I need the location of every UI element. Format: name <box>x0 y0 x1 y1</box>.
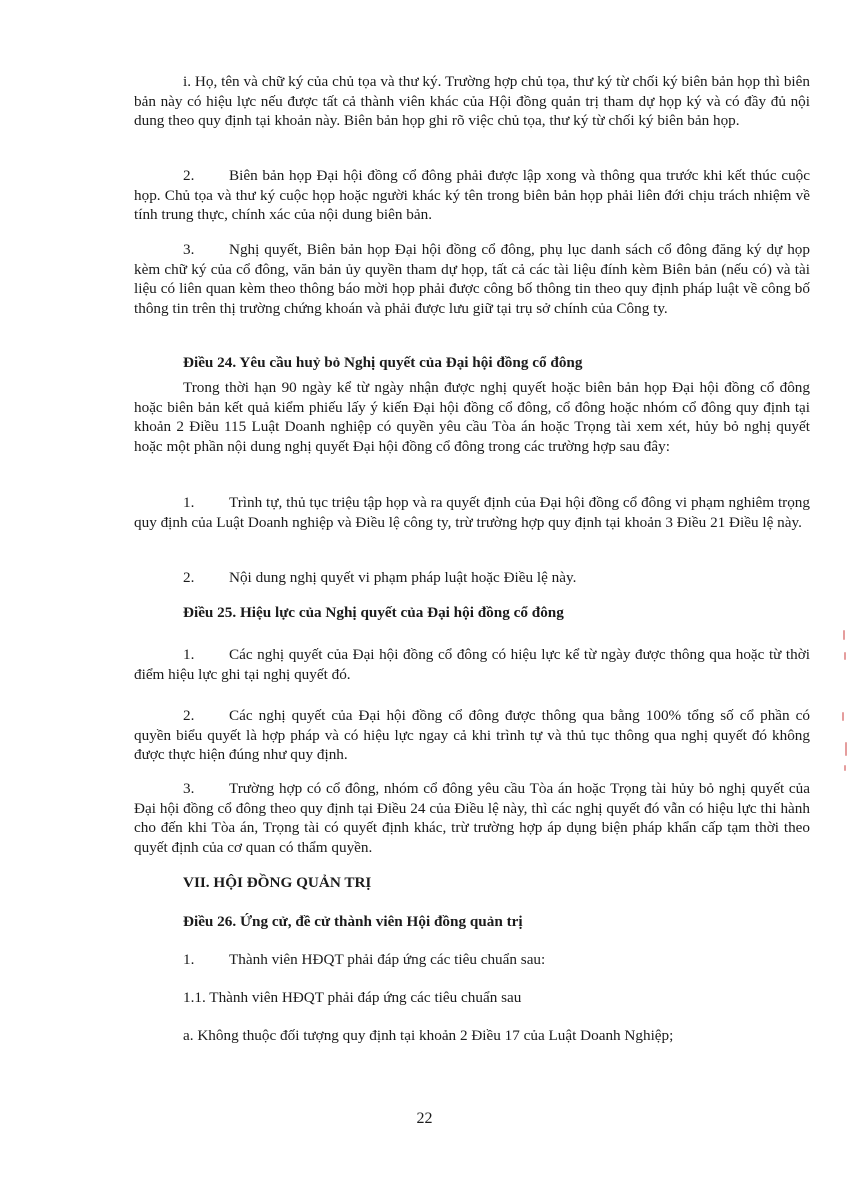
paragraph-item-i: i. Họ, tên và chữ ký của chủ tọa và thư ký. Trường hợp chủ tọa, thư ký từ chối ký biên bản họp thì biên bản này có hiệu lực nếu được tất cả thành viên khác của Hội đồng quản trị tham dự họp ký và có đầy đủ nội dung theo quy định tại khoản này. Biên bản họp ghi rõ việc chủ tọa, thư ký từ chối ký biên bản họp. <box>134 73 810 130</box>
edge-mark <box>845 742 847 756</box>
article-24-intro: Trong thời hạn 90 ngày kể từ ngày nhận được nghị quyết hoặc biên bản họp Đại hội đồng cổ đông hoặc biên bản kết quả kiểm phiếu lấy ý kiến Đại hội đồng cổ đông, cổ đông hoặc nhóm cổ đông quy định tại khoản 2 Điều 115 Luật Doanh nghiệp có quyền yêu cầu Tòa án hoặc Trọng tài xem xét, hủy bỏ nghị quyết hoặc một phần nội dung nghị quyết Đại hội đồng cổ đông trong các trường hợp sau đây: <box>134 379 810 455</box>
article-26-title: Điều 26. Ứng cử, đề cử thành viên Hội đồng quản trị <box>183 913 523 930</box>
article-26-item-1 <box>134 950 810 970</box>
article-24-item-1-number: 1. <box>183 494 195 511</box>
article-26-item-1-text: Thành viên HĐQT phải đáp ứng các tiêu chuẩn sau: <box>229 951 546 968</box>
article-25-item-1 <box>134 645 810 684</box>
article-26-item-a: a. Không thuộc đối tượng quy định tại khoản 2 Điều 17 của Luật Doanh Nghiệp; <box>183 1027 674 1044</box>
article-24-item-2-number: 2. <box>183 569 195 586</box>
article-26-item-1-number: 1. <box>183 951 195 968</box>
article-25-item-3-number: 3. <box>183 780 195 797</box>
page-number: 22 <box>416 1110 433 1127</box>
edge-mark <box>844 765 846 771</box>
article-25-item-3 <box>134 779 810 857</box>
article-24-item-1 <box>134 493 810 532</box>
paragraph-3-text: Nghị quyết, Biên bản họp Đại hội đồng cổ đông, phụ lục danh sách cổ đông đăng ký dự họp kèm chữ ký của cổ đông, văn bản ủy quyền tham dự họp, tất cả các tài liệu đính kèm Biên bản (nếu có) và tài liệu có liên quan kèm theo thông báo mời họp phải được công bố thông tin theo quy định pháp luật về công bố thông tin trên thị trường chứng khoán và phải được lưu giữ tại trụ sở chính của Công ty. <box>134 241 810 317</box>
article-25-title: Điều 25. Hiệu lực của Nghị quyết của Đại hội đồng cổ đông <box>183 604 564 621</box>
article-25-item-2-text: Các nghị quyết của Đại hội đồng cổ đông được thông qua bằng 100% tổng số cổ phần có quyền biểu quyết là hợp pháp và có hiệu lực ngay cả khi trình tự và thủ tục thông qua nghị quyết đó không được thực hiện đúng như quy định. <box>134 707 810 764</box>
section-7-title: VII. HỘI ĐỒNG QUẢN TRỊ <box>183 874 372 891</box>
article-25-item-3-text: Trường hợp có cổ đông, nhóm cổ đông yêu cầu Tòa án hoặc Trọng tài hủy bỏ nghị quyết của Đại hội đồng cổ đông theo quy định tại Điều 24 của Điều lệ này, thì các nghị quyết đó vẫn có hiệu lực thi hành cho đến khi Tòa án, Trọng tài có quyết định khác, trừ trường hợp áp dụng biện pháp khẩn cấp tạm thời theo quyết định của cơ quan có thẩm quyền. <box>134 780 810 856</box>
article-25-item-2 <box>134 706 810 765</box>
article-25-item-1-text: Các nghị quyết của Đại hội đồng cổ đông có hiệu lực kể từ ngày được thông qua hoặc từ thời điểm hiệu lực ghi tại nghị quyết đó. <box>134 646 810 683</box>
edge-mark <box>843 630 845 640</box>
paragraph-2-number: 2. <box>183 167 195 184</box>
paragraph-3 <box>134 240 810 318</box>
article-25-item-2-number: 2. <box>183 707 195 724</box>
article-24-title: Điều 24. Yêu cầu huỷ bỏ Nghị quyết của Đại hội đồng cổ đông <box>183 354 583 371</box>
article-24-item-1-text: Trình tự, thủ tục triệu tập họp và ra quyết định của Đại hội đồng cổ đông vi phạm nghiêm trọng quy định của Luật Doanh nghiệp và Điều lệ công ty, trừ trường hợp quy định tại khoản 3 Điều 21 Điều lệ này. <box>134 494 810 531</box>
article-24-item-2 <box>134 568 810 588</box>
paragraph-2 <box>134 166 810 225</box>
edge-mark <box>844 652 846 660</box>
article-24-item-2-text: Nội dung nghị quyết vi phạm pháp luật hoặc Điều lệ này. <box>229 569 577 586</box>
article-26-item-1-1: 1.1. Thành viên HĐQT phải đáp ứng các tiêu chuẩn sau <box>183 989 522 1006</box>
paragraph-3-number: 3. <box>183 241 195 258</box>
article-25-item-1-number: 1. <box>183 646 195 663</box>
edge-mark <box>842 712 844 721</box>
paragraph-2-text: Biên bản họp Đại hội đồng cổ đông phải được lập xong và thông qua trước khi kết thúc cuộc họp. Chủ tọa và thư ký cuộc họp hoặc người khác ký tên trong biên bản họp phải liên đới chịu trách nhiệm về tính trung thực, chính xác của nội dung biên bản. <box>134 167 810 224</box>
